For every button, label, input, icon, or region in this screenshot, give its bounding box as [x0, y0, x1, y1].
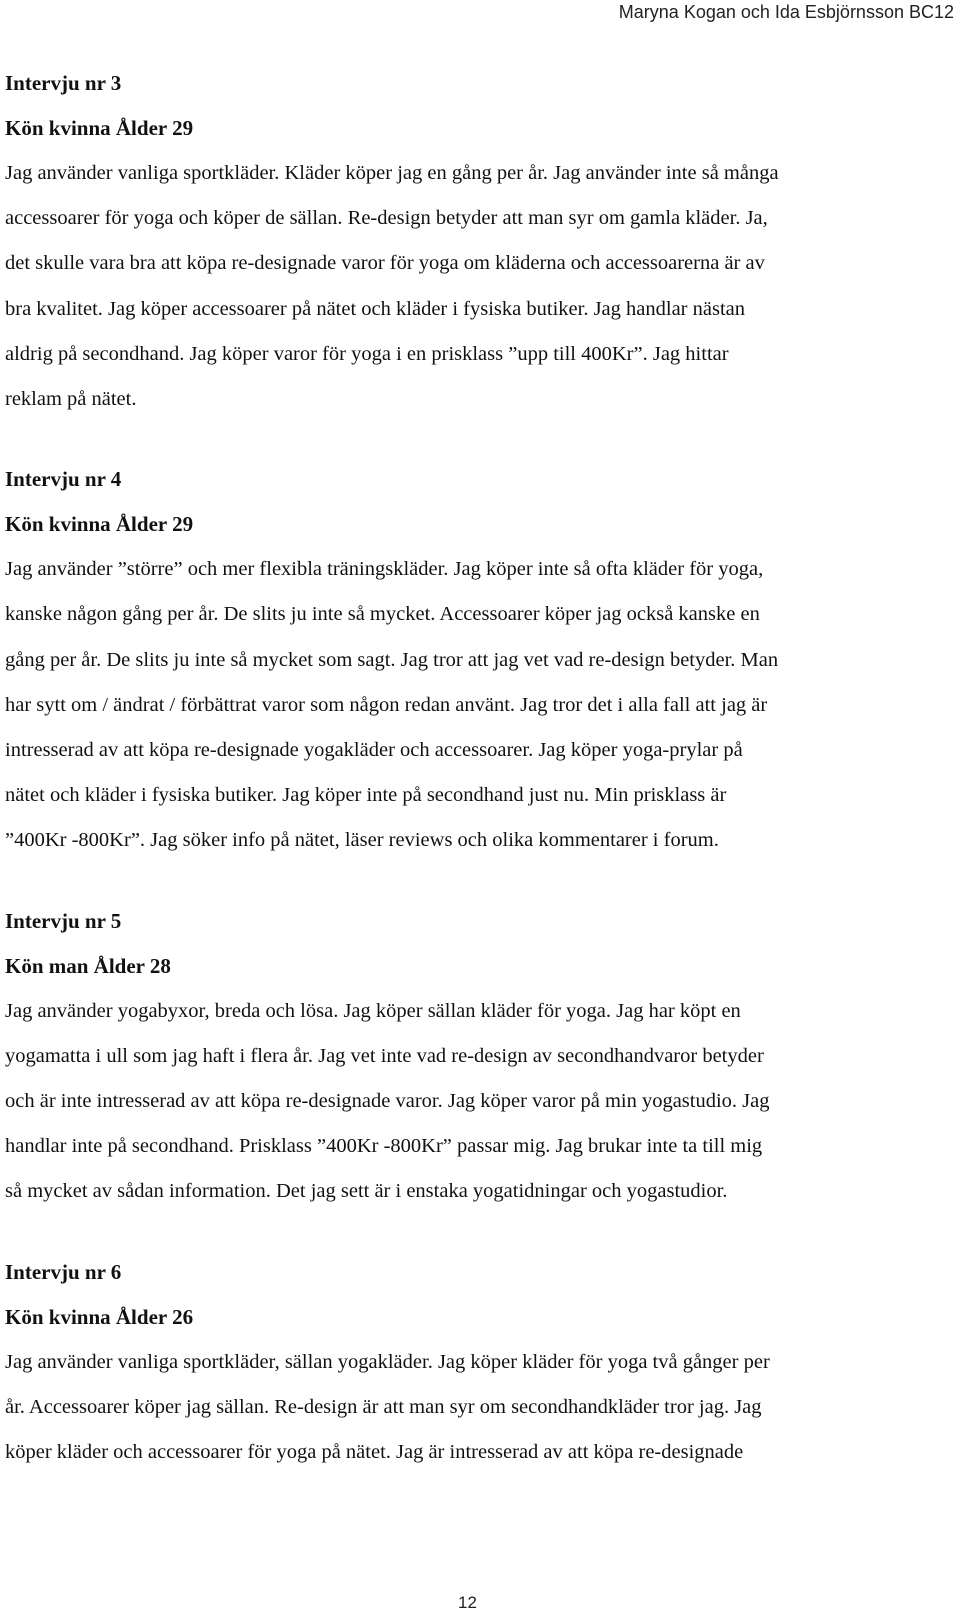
interview-answer: Jag använder vanliga sportkläder. Kläder köper jag en gång per år. Jag använder inte så många accessoarer för yoga och köper de sällan. Re-design betyder att man syr om gamla kläder. Ja, det skulle vara bra att köpa re-designade varor för yoga om kläderna och accessoarerna är av bra kvalitet. Jag köper accessoarer på nätet och kläder i fysiska butiker. Jag handlar nästan aldrig på secondhand. Jag köper varor för yoga i en prisklass ”upp till 400Kr”. Jag hittar reklam på nätet.	[5, 162, 779, 411]
page-number: 12	[458, 1593, 477, 1612]
interviewee-info: Kön kvinna Ålder 29	[5, 512, 194, 537]
interview-3	[5, 61, 940, 422]
running-header: Maryna Kogan och Ida Esbjörnsson BC12	[618, 2, 954, 22]
interview-title: Intervju nr 4	[5, 467, 122, 492]
interview-answer: Jag använder yogabyxor, breda och lösa. Jag köper sällan kläder för yoga. Jag har köpt en yogamatta i ull som jag haft i flera år. Jag vet inte vad re-design av secondhandvaror betyder och är inte intresserad av att köpa re-designade varor. Jag köper varor på min yogastudio. Jag handlar inte på secondhand. Prisklass ”400Kr -800Kr” passar mig. Jag brukar inte ta till mig så mycket av sådan information. Det jag sett är i enstaka yogatidningar och yogastudior.	[5, 999, 770, 1203]
interview-answer: Jag använder vanliga sportkläder, sällan yogakläder. Jag köper kläder för yoga två gånger per år. Accessoarer köper jag sällan. Re-design är att man syr om secondhandkläder tror jag. Jag köper kläder och accessoarer för yoga på nätet. Jag är intresserad av att köpa re-designade	[5, 1350, 770, 1464]
interview-title: Intervju nr 6	[5, 1259, 122, 1284]
interviewee-info: Kön kvinna Ålder 29	[5, 116, 194, 140]
interview-answer: Jag använder ”större” och mer flexibla träningskläder. Jag köper inte så ofta kläder för yoga, kanske någon gång per år. De slits ju inte så mycket. Accessoarer köper jag också kanske en gång per år. De slits ju inte så mycket som sagt. Jag tror att jag vet vad re-design betyder. Man har sytt om / ändrat / förbättrat varor som någon redan använt. Jag tror det i alla fall att jag är intresserad av att köpa re-designade yogakläder och accessoarer. Jag köper yoga-prylar på nätet och kläder i fysiska butiker. Jag köper inte på secondhand just nu. Min prisklass är ”400Kr -800Kr”. Jag söker info på nätet, läser reviews och olika kommentarer i forum.	[5, 558, 779, 852]
interview-title: Intervju nr 3	[5, 71, 122, 95]
interview-5	[5, 899, 940, 1215]
document-body	[5, 61, 940, 1510]
interviewee-info: Kön kvinna Ålder 26	[5, 1304, 194, 1329]
interview-4	[5, 457, 940, 863]
interview-title: Intervju nr 5	[5, 908, 122, 933]
interviewee-info: Kön man Ålder 28	[5, 953, 171, 978]
interview-6	[5, 1250, 940, 1476]
